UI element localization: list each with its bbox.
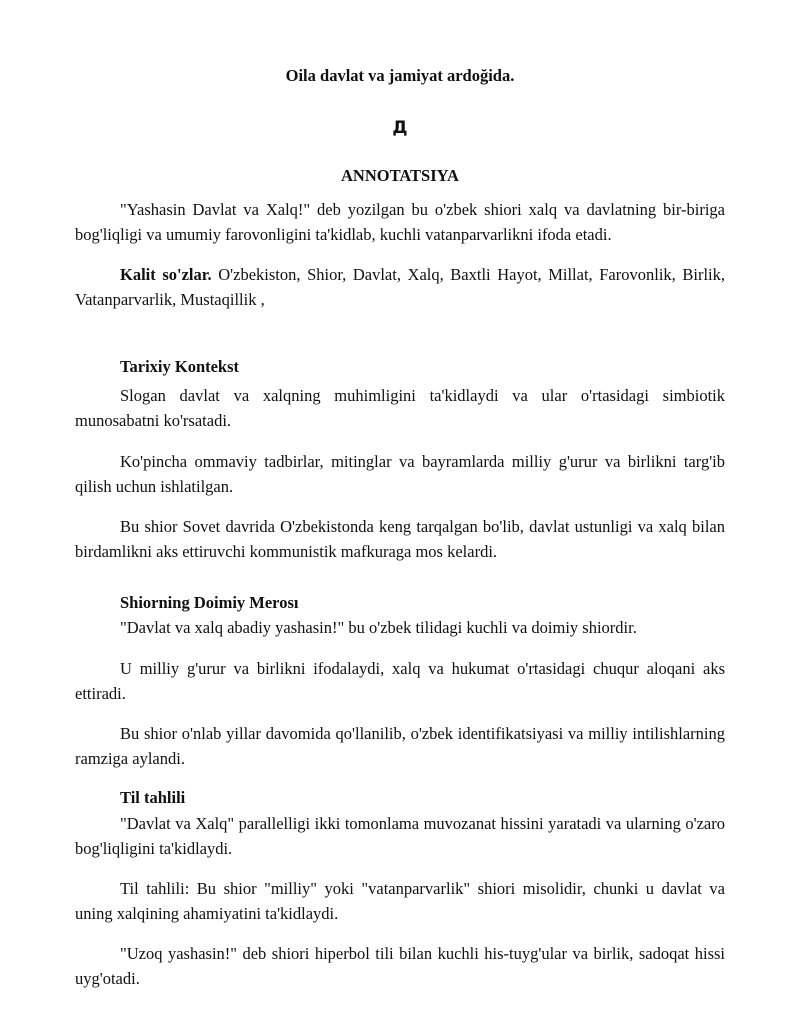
paragraph: "Davlat va Xalq" parallelligi ikki tomonlama muvozanat hissini yaratadi va ularning o'zaro bog'liqligini ta'kidlaydi. bbox=[75, 813, 725, 858]
cyrillic-letter-mark: Д bbox=[392, 118, 408, 138]
document-title: Oila davlat va jamiyat ardoğida. bbox=[285, 66, 515, 85]
paragraph: "Davlat va xalq abadiy yashasin!" bu o'zbek tilidagi kuchli va doimiy shiordir. bbox=[120, 617, 637, 637]
paragraph: Ko'pincha ommaviy tadbirlar, mitinglar va bayramlarda milliy g'urur va birlikni targ'ib qilish uchun ishlatilgan. bbox=[75, 451, 725, 496]
section-heading-historical-context: Tarixiy Kontekst bbox=[120, 357, 240, 376]
section-heading-language-analysis: Til tahlili bbox=[120, 788, 186, 807]
paragraph: Slogan davlat va xalqning muhimligini ta'kidlaydi va ular o'rtasidagi simbiotik munosabatni ko'rsatadi. bbox=[75, 385, 725, 430]
section-heading-lasting-legacy: Shiorning Doimiy Merosı bbox=[120, 593, 299, 612]
paragraph: Bu shior o'nlab yillar davomida qo'llanilib, o'zbek identifikatsiyasi va milliy intilishlarning ramziga aylandi. bbox=[75, 723, 725, 768]
paragraph: "Uzoq yashasin!" deb shiori hiperbol tili bilan kuchli his-tuyg'ular va birlik, sadoqat hissi uyg'otadi. bbox=[75, 943, 725, 988]
paragraph: Til tahlili: Bu shior "milliy" yoki "vatanparvarlik" shiori misolidir, chunki u davlat va uning xalqining ahamiyatini ta'kidlaydi. bbox=[75, 878, 725, 923]
keywords-list: O'zbekiston, Shior, Davlat, Xalq, Baxtli Hayot, Millat, Farovonlik, Birlik, Vatanparvarlik, Mustaqillik , bbox=[75, 264, 725, 309]
paragraph: U milliy g'urur va birlikni ifodalaydi, xalq va hukumat o'rtasidagi chuqur aloqani aks ettiradi. bbox=[75, 658, 725, 703]
paragraph: Bu shior Sovet davrida O'zbekistonda keng tarqalgan bo'lib, davlat ustunligi va xalq bilan birdamlikni aks ettiruvchi kommunistik mafkuraga mos kelardi. bbox=[75, 516, 725, 561]
keywords-paragraph bbox=[75, 262, 725, 312]
annotation-heading: ANNOTATSIYA bbox=[341, 166, 459, 185]
annotation-paragraph: "Yashasin Davlat va Xalq!" deb yozilgan bu o'zbek shiori xalq va davlatning bir-biriga bog'liqligi va umumiy farovonligini ta'kidlab, kuchli vatanparvarlikni ifoda etadi. bbox=[75, 199, 725, 244]
keywords-label: Kalit so'zlar. bbox=[120, 264, 212, 284]
